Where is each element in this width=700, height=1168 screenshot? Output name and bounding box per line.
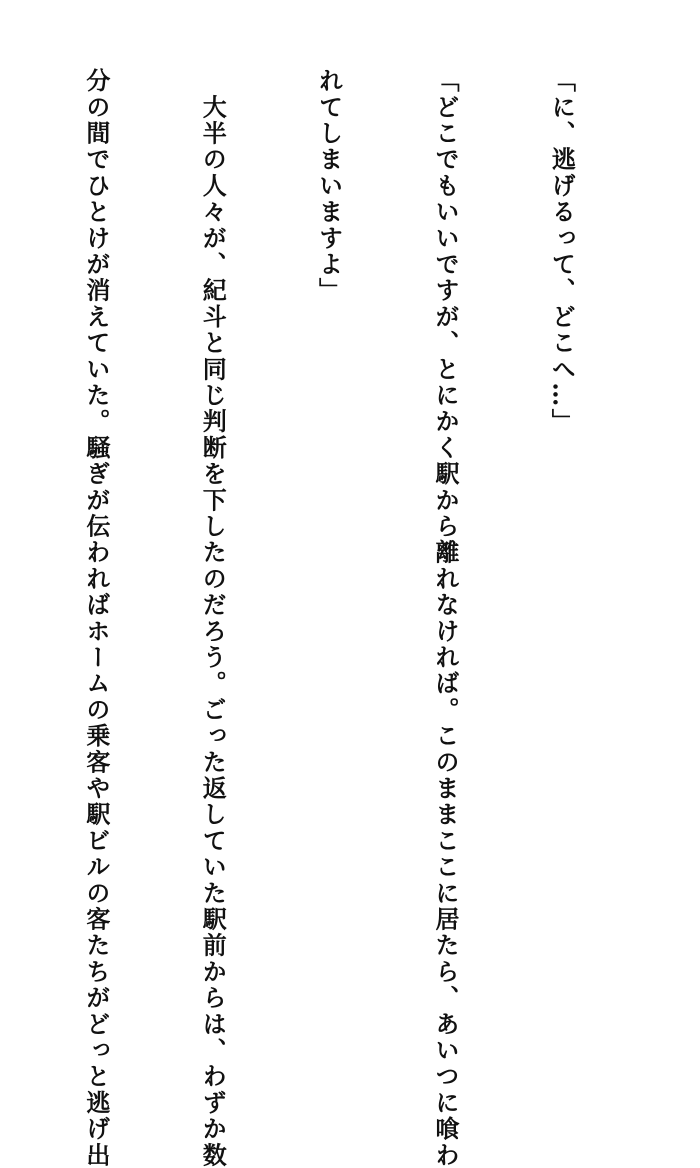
text-line: 大半の人々が、紀斗と同じ判断を下したのだろう。ごった返していた駅前からは、わずか数 xyxy=(198,68,228,1168)
text-line: 「に、逃げるって、どこへ…」 xyxy=(547,68,577,435)
text-line: 分の間でひとけが消えていた。騒ぎが伝わればホームの乗客や駅ビルの客たちがどっと逃げ出 xyxy=(81,68,111,1168)
vertical-text-body xyxy=(0,68,658,1168)
text-line: れてしまいますよ」 xyxy=(314,68,344,304)
text-line: 「どこでもいいですが、とにかく駅から離れなければ。このままここに居たら、あいつに喰わ xyxy=(431,68,461,1168)
